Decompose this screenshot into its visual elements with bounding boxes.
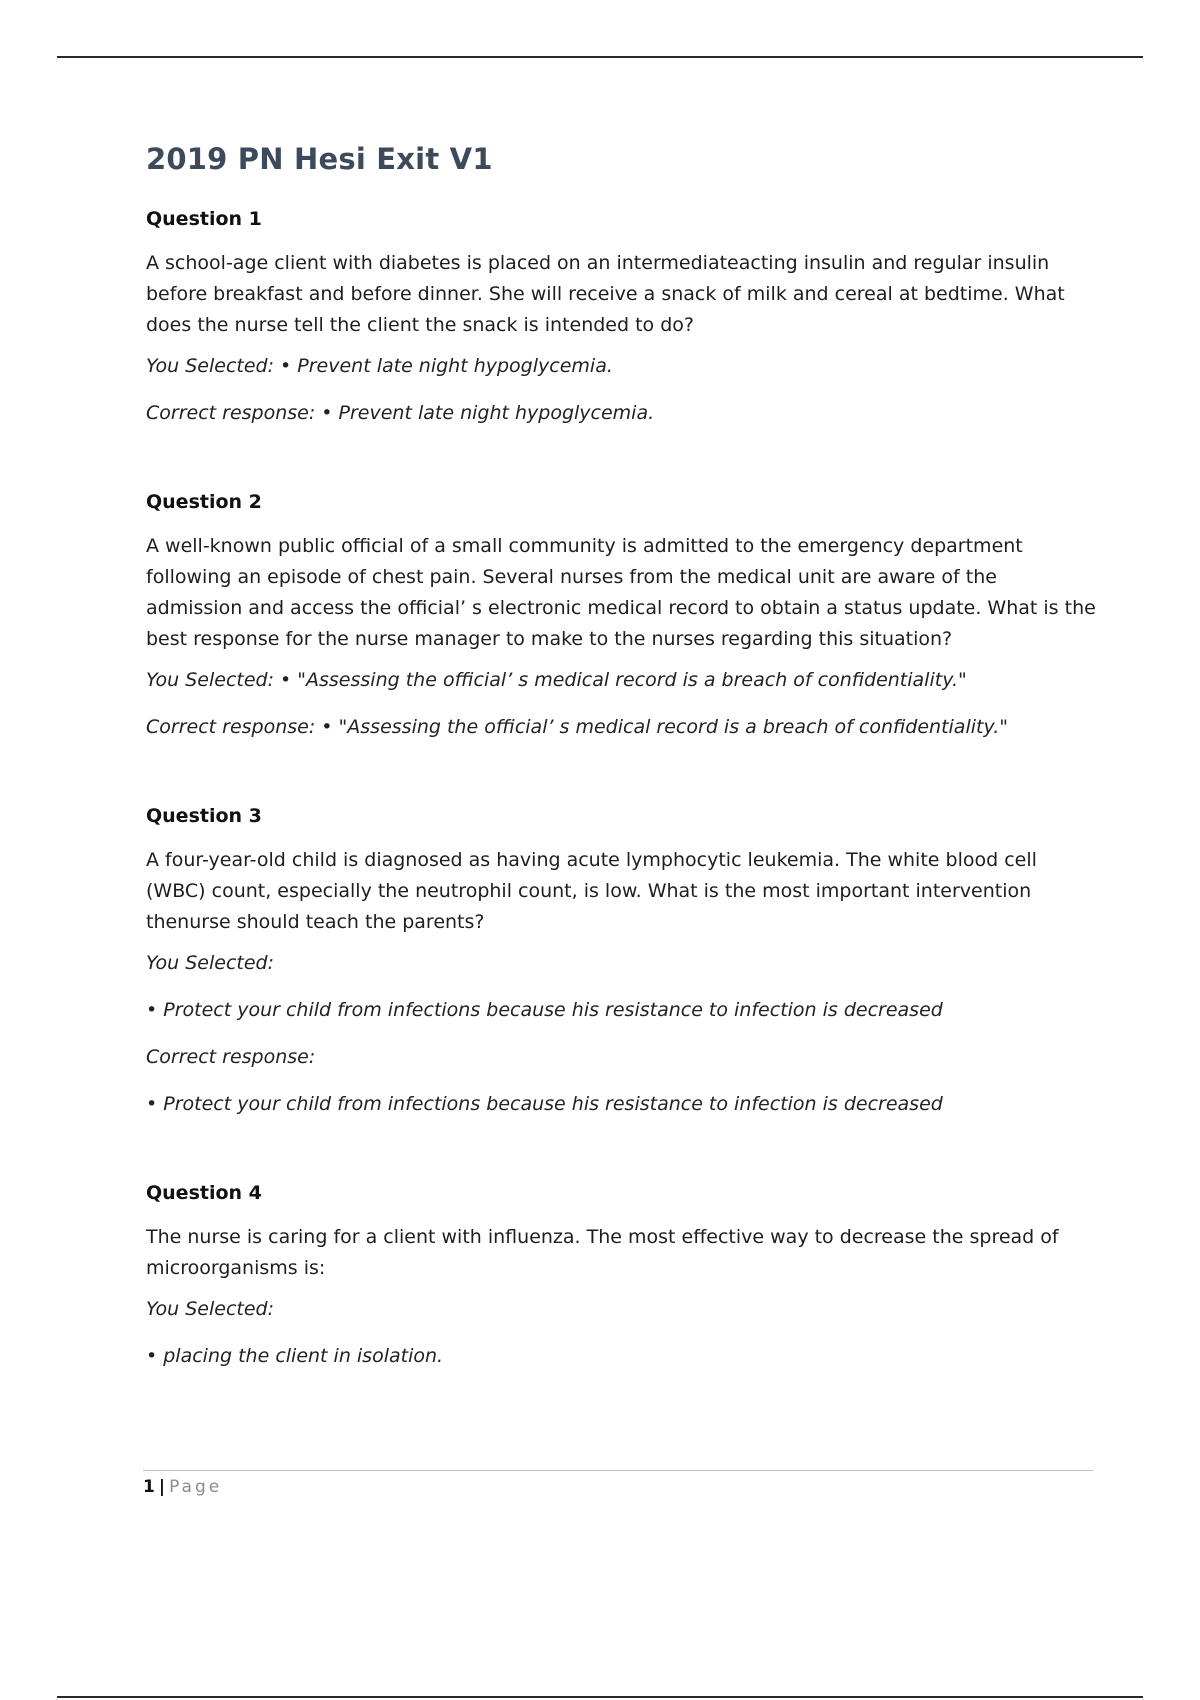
correct-response: Correct response: • Prevent late night hypoglycemia. bbox=[146, 402, 655, 424]
question-heading: Question 4 bbox=[146, 1182, 262, 1204]
correct-response: Correct response: • "Assessing the official’ s medical record is a breach of confidentiality." bbox=[146, 716, 1009, 738]
page-separator: | bbox=[158, 1477, 166, 1497]
question-heading: Question 3 bbox=[146, 805, 262, 827]
question-text: A school-age client with diabetes is placed on an intermediateacting insulin and regular insulin before breakfast and before dinner. She will receive a snack of milk and cereal at bedtime. What does the nurse tell the client the snack is intended to do? bbox=[146, 252, 1065, 336]
question-2 bbox=[146, 491, 1096, 743]
footer-rule bbox=[57, 1696, 1143, 1698]
question-text: The nurse is caring for a client with influenza. The most effective way to decrease the spread of microorganisms is: bbox=[146, 1226, 1059, 1279]
page-number: 1 bbox=[143, 1477, 155, 1497]
page-footer bbox=[143, 1470, 1093, 1497]
header-rule bbox=[57, 56, 1143, 58]
page-label: Page bbox=[169, 1477, 223, 1497]
document-body bbox=[146, 142, 1096, 1434]
question-1 bbox=[146, 208, 1096, 429]
you-selected-label: You Selected: bbox=[146, 952, 274, 974]
question-3 bbox=[146, 805, 1096, 1120]
question-text: A four-year-old child is diagnosed as having acute lymphocytic leukemia. The white blood cell (WBC) count, especially the neutrophil count, is low. What is the most important intervention thenurse should teach the parents? bbox=[146, 849, 1037, 933]
you-selected-answer: • Protect your child from infections because his resistance to infection is decreased bbox=[146, 999, 943, 1021]
correct-response-answer: • Protect your child from infections because his resistance to infection is decreased bbox=[146, 1093, 943, 1115]
you-selected-label: You Selected: bbox=[146, 1298, 274, 1320]
you-selected: You Selected: • "Assessing the official’ s medical record is a breach of confidentiality." bbox=[146, 669, 967, 691]
question-4 bbox=[146, 1182, 1096, 1372]
question-text: A well-known public official of a small community is admitted to the emergency department following an episode of chest pain. Several nurses from the medical unit are aware of the admission and access the official’ s electronic medical record to obtain a status update. What is the best response for the nurse manager to make to the nurses regarding this situation? bbox=[146, 535, 1096, 650]
document-title: 2019 PN Hesi Exit V1 bbox=[146, 142, 493, 176]
question-heading: Question 2 bbox=[146, 491, 262, 513]
you-selected-answer: • placing the client in isolation. bbox=[146, 1345, 444, 1367]
you-selected: You Selected: • Prevent late night hypoglycemia. bbox=[146, 355, 613, 377]
question-heading: Question 1 bbox=[146, 208, 262, 230]
correct-response-label: Correct response: bbox=[146, 1046, 316, 1068]
